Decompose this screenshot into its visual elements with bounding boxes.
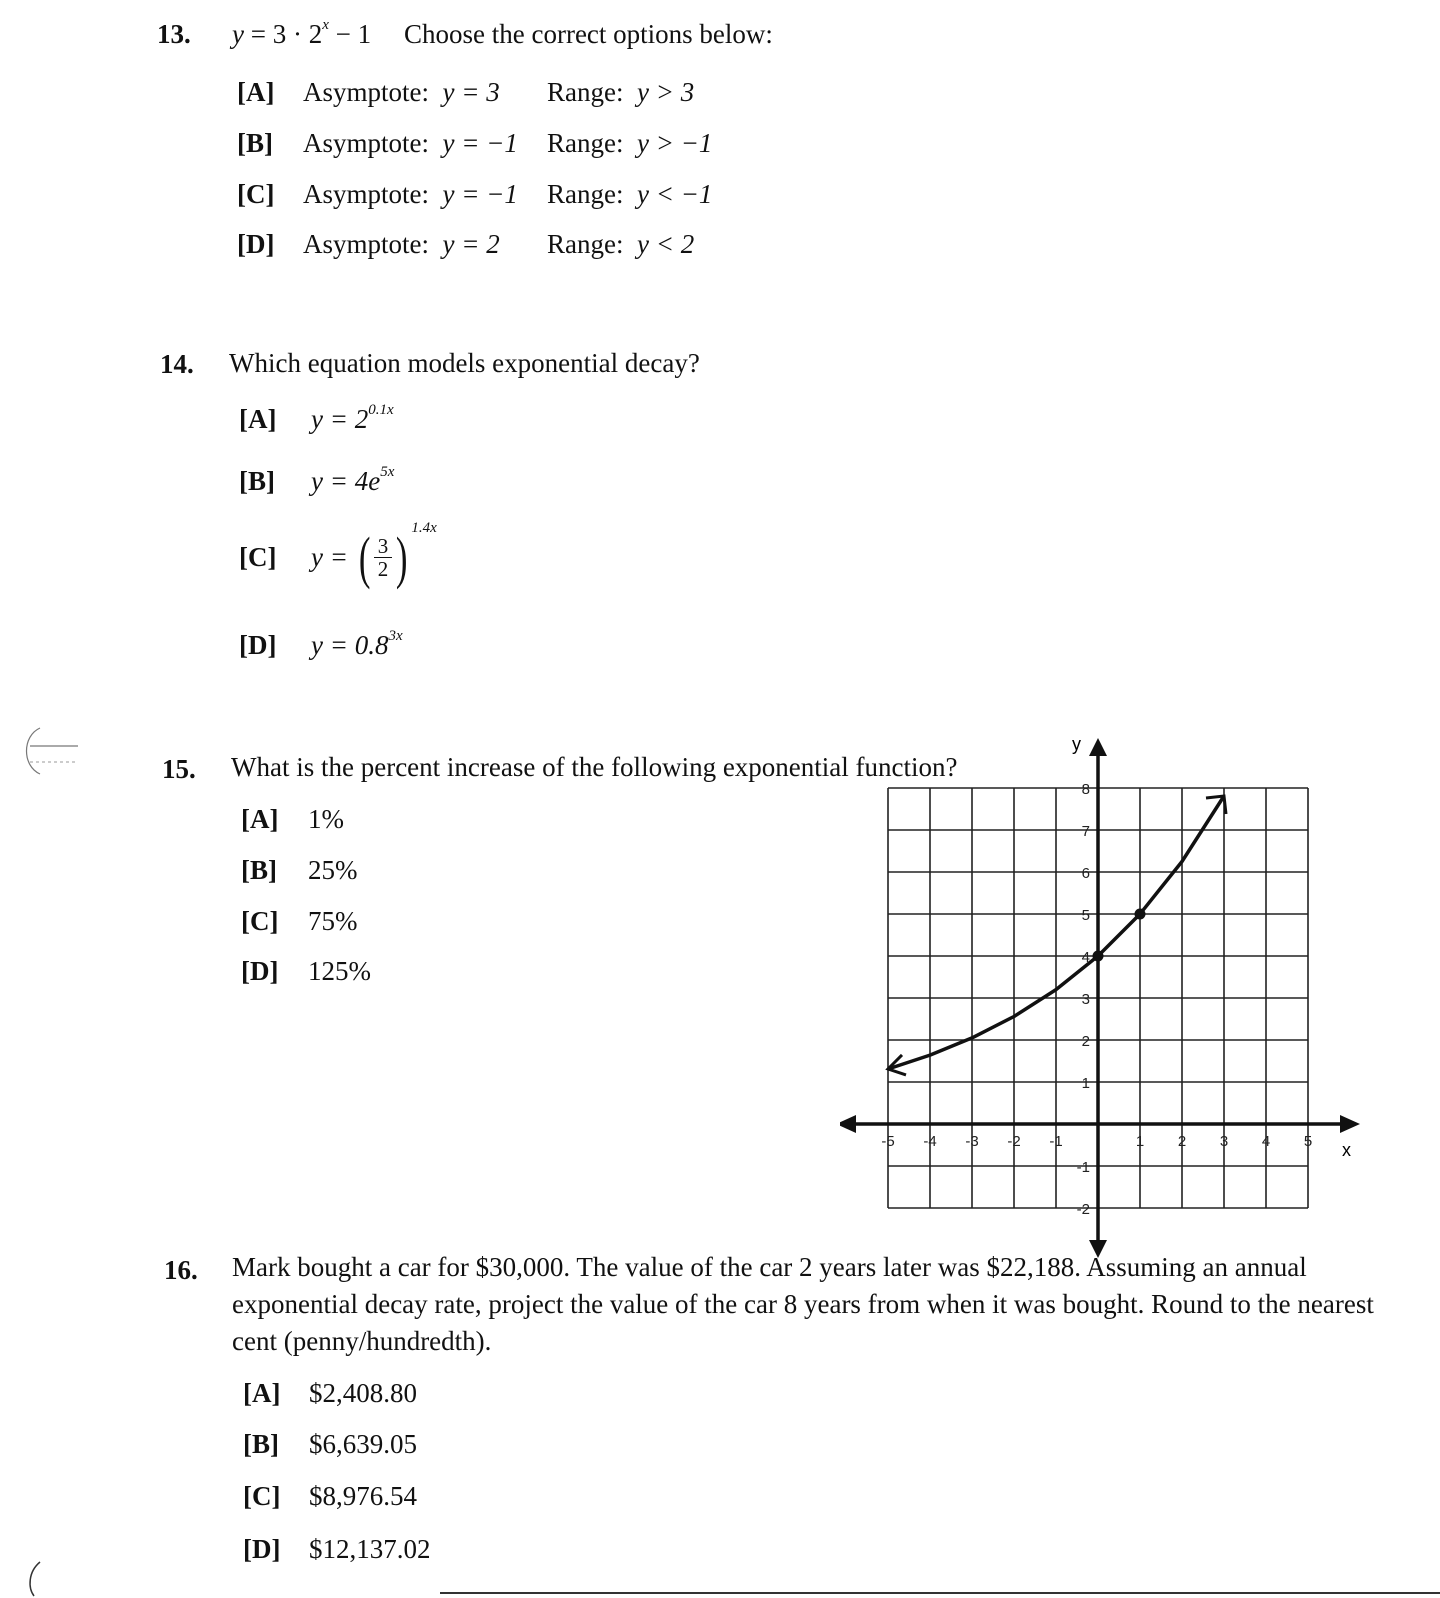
q15-option-b[interactable]: [B] 25% [241, 855, 358, 885]
y-tick-label: 4 [1081, 949, 1090, 966]
y-tick-label: -2 [1076, 1201, 1090, 1218]
y-tick-label: 5 [1081, 907, 1090, 924]
right-paren: ) [395, 525, 408, 590]
graph-axes [840, 735, 1360, 1258]
y-tick-label: 2 [1081, 1033, 1090, 1050]
question-15-prompt: What is the percent increase of the following exponential function? [231, 752, 958, 782]
y-tick-label: 6 [1081, 865, 1090, 882]
q13-option-d-range: Range: y < 2 [547, 229, 695, 259]
q13-option-d[interactable]: [D] Asymptote: y = 2 [237, 229, 500, 259]
x-tick-label: 3 [1219, 1133, 1229, 1150]
q15-option-c[interactable]: [C] 75% [241, 906, 358, 936]
x-tick-label: -3 [965, 1133, 979, 1150]
question-15-number: 15. [162, 754, 196, 784]
q14-option-d[interactable]: [D] $y = 0.8^{3x}$ [239, 628, 403, 660]
question-13-number: 13. [157, 19, 191, 49]
y-tick-label: 3 [1081, 991, 1090, 1008]
q14-option-c[interactable]: [C] y = ( $\frac{3}{2}$ ) $^{1.4x}$ [239, 519, 437, 590]
marked-point [1135, 909, 1146, 920]
x-axis-arrow-left-icon [840, 1115, 856, 1133]
question-13-equation: $y = 3 \cdot 2^x - 1$ [232, 17, 372, 49]
question-14-number: 14. [160, 349, 194, 379]
q14-option-b[interactable]: [B] $y = 4e^{5x}$ [239, 464, 395, 496]
x-tick-label: -2 [1007, 1133, 1021, 1150]
fraction-three-halves: $\frac{3}{2}$ [374, 535, 392, 580]
y-axis-label: y [1072, 735, 1081, 754]
question-16-number: 16. [164, 1255, 198, 1285]
question-16-prompt: Mark bought a car for $30,000. The value of the car 2 years later was $22,188. Assuming an annual exponential decay rate, project the value of the car 8 years from when it was bought. Round to the nearest cent (penny/hundredth). [232, 1252, 1374, 1356]
x-tick-label: 2 [1177, 1133, 1187, 1150]
x-tick-label: -4 [923, 1133, 937, 1150]
question-13-prompt: Choose the correct options below: [404, 19, 773, 49]
margin-arrow-mark [20, 726, 80, 776]
x-tick-label: -1 [1049, 1133, 1063, 1150]
x-axis-arrow-right-icon [1340, 1115, 1360, 1133]
marked-point [1093, 951, 1104, 962]
x-tick-label: 1 [1135, 1133, 1145, 1150]
x-tick-label: -5 [881, 1133, 895, 1150]
y-tick-label: 1 [1081, 1075, 1090, 1092]
q15-option-d[interactable]: [D] 125% [241, 956, 371, 986]
q13-option-b[interactable]: [B] Asymptote: y = −1 [237, 128, 518, 158]
y-tick-label: -1 [1076, 1159, 1090, 1176]
q13-option-a-range: Range: y > 3 [547, 77, 695, 107]
left-paren: ( [358, 525, 371, 590]
q13-option-b-range: Range: y > −1 [547, 128, 713, 158]
q16-option-a[interactable]: [A] $2,408.80 [243, 1378, 417, 1408]
q16-option-d[interactable]: [D] $12,137.02 [243, 1534, 431, 1564]
y-tick-label: 7 [1081, 823, 1090, 840]
graph-curve [888, 796, 1226, 1075]
y-axis-arrow-up-icon [1089, 738, 1107, 756]
bottom-rule [440, 1592, 1440, 1594]
q13-option-c-range: Range: y < −1 [547, 179, 713, 209]
q13-option-a[interactable]: [A] Asymptote: y = 3 [237, 77, 500, 107]
q13-option-c[interactable]: [C] Asymptote: y = −1 [237, 179, 518, 209]
q16-option-c[interactable]: [C] $8,976.54 [243, 1481, 417, 1511]
q16-option-b[interactable]: [B] $6,639.05 [243, 1429, 417, 1459]
margin-paren-mark [24, 1560, 44, 1598]
q14-option-a[interactable]: [A] $y = 2^{0.1x}$ [239, 402, 394, 434]
x-tick-label: 5 [1303, 1133, 1313, 1150]
x-axis-label: x [1342, 1140, 1351, 1160]
exponential-graph [840, 735, 1380, 1260]
question-14-prompt: Which equation models exponential decay? [229, 348, 700, 378]
y-tick-label: 8 [1081, 781, 1090, 798]
x-tick-label: 4 [1261, 1133, 1271, 1150]
q15-option-a[interactable]: [A] 1% [241, 804, 344, 834]
